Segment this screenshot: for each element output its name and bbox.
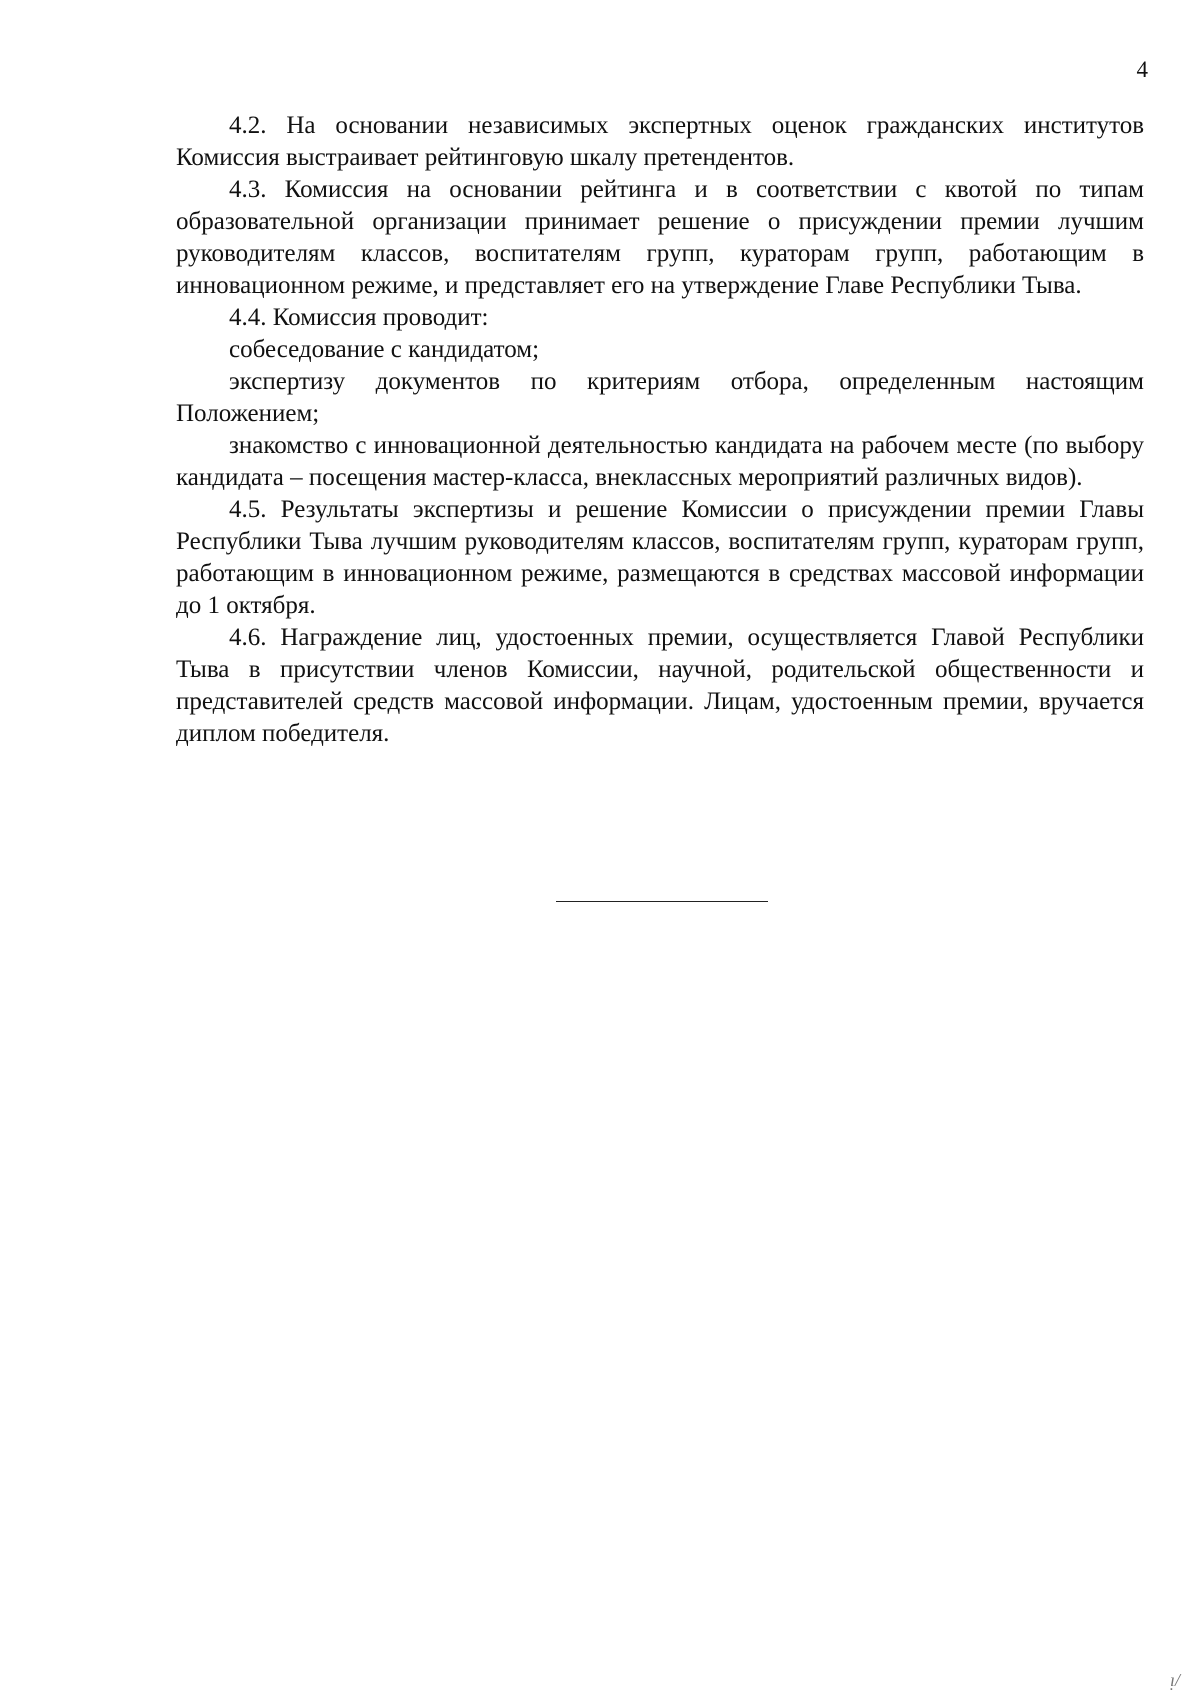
list-item-workplace-visit: знакомство с инновационной деятельностью кандидата на рабочем месте (по выбору кандидата – посещения мастер-класса, внеклассных мероприятий различных видов). xyxy=(176,432,1144,491)
document-body xyxy=(176,110,1144,750)
paragraph-4-5: 4.5. Результаты экспертизы и решение Комиссии о присуждении премии Главы Республики Тыва лучшим руководителям классов, воспитателям групп, кураторам групп, работающим в инновационном режиме, размещаются в средствах массовой информации до 1 октября. xyxy=(176,496,1144,619)
paragraph-4-3: 4.3. Комиссия на основании рейтинга и в соответствии с квотой по типам образовательной организации принимает решение о присуждении премии лучшим руководителям классов, воспитателям групп, кураторам групп, работающим в инновационном режиме, и представляет его на утверждение Главе Республики Тыва. xyxy=(176,176,1144,299)
list-item-interview: собеседование с кандидатом; xyxy=(229,336,540,363)
list-item-expertise: экспертизу документов по критериям отбора, определенным настоящим Положением; xyxy=(176,368,1144,427)
paragraph-4-4: 4.4. Комиссия проводит: xyxy=(229,304,489,331)
paragraph-4-6: 4.6. Награждение лиц, удостоенных премии, осуществляется Главой Республики Тыва в присутствии членов Комиссии, научной, родительской общественности и представителей средств массовой информации. Лицам, удостоенным премии, вручается диплом победителя. xyxy=(176,624,1144,747)
end-divider xyxy=(556,901,768,902)
paragraph-4-2: 4.2. На основании независимых экспертных оценок гражданских институтов Комиссия выстраивает рейтинговую шкалу претендентов. xyxy=(176,112,1144,171)
page-number: 4 xyxy=(1136,57,1148,82)
corner-mark: ᴉ/ xyxy=(1169,1670,1180,1690)
